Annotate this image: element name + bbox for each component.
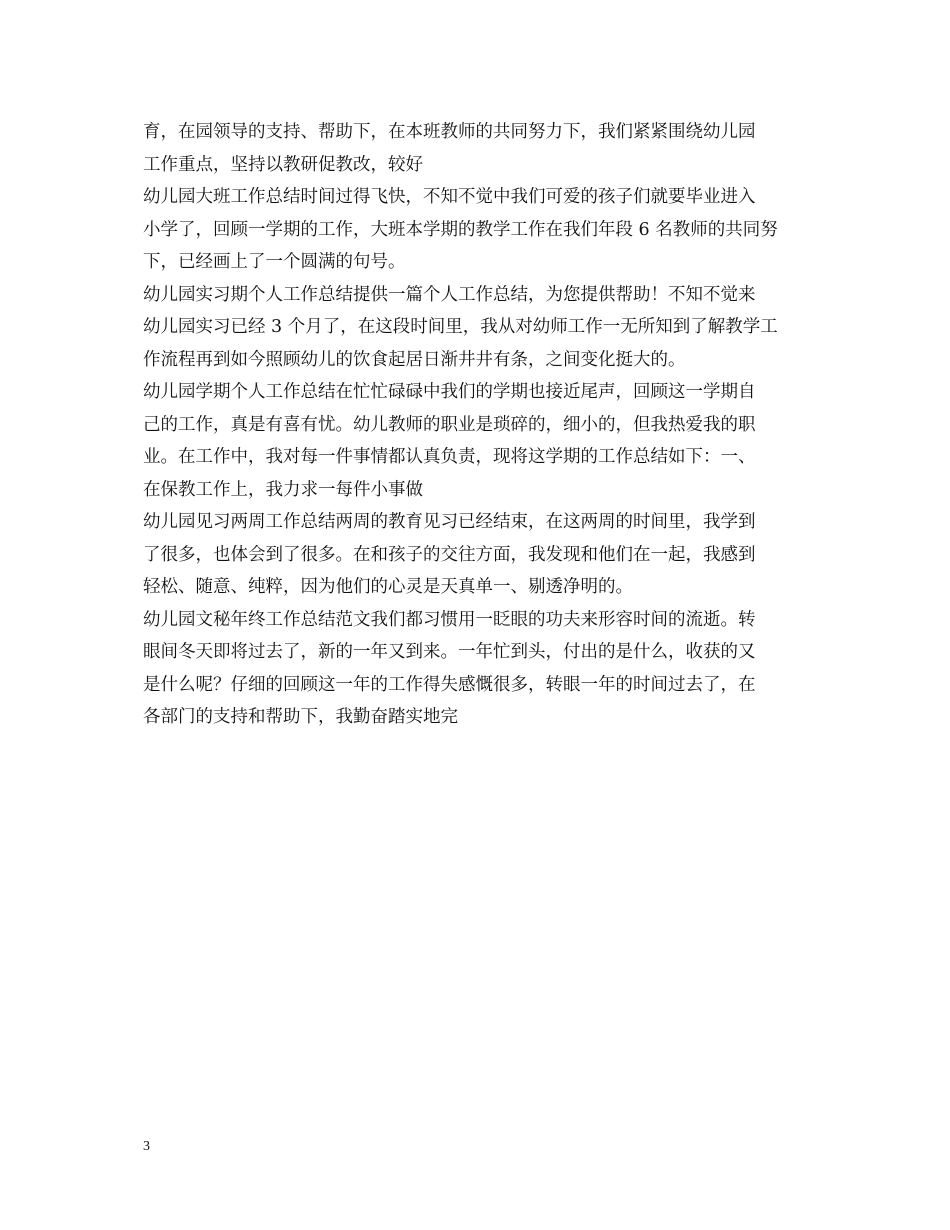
- text-line: 作流程再到如今照顾幼儿的饮食起居日渐井井有条，之间变化挺大的。: [143, 349, 686, 370]
- text-line: 下，已经画上了一个圆满的句号。: [143, 252, 406, 272]
- text-line: 业。在工作中，我对每一件事情都认真负责，现将这学期的工作总结如下：一、: [143, 447, 756, 467]
- paragraph-3: [143, 279, 811, 377]
- text-line: 工作重点，坚持以教研促教改，较好: [143, 154, 423, 175]
- text-line: 小学了，回顾一学期的工作，大班本学期的教学工作在我们年段 6 名教师的共同努: [143, 219, 778, 240]
- paragraph-2: [143, 181, 811, 279]
- text-line: 幼儿园实习已经 3 个月了，在这段时间里，我从对幼师工作一无所知到了解教学工: [143, 317, 778, 337]
- text-line: 各部门的支持和帮助下，我勤奋踏实地完: [143, 707, 458, 727]
- text-line: 眼间冬天即将过去了，新的一年又到来。一年忙到头，付出的是什么，收获的又: [143, 642, 756, 662]
- text-line: 育，在园领导的支持、帮助下，在本班教师的共同努力下，我们紧紧围绕幼儿园: [143, 122, 756, 142]
- body-text: [143, 116, 811, 734]
- paragraph-1: [143, 116, 811, 181]
- text-line: 己的工作，真是有喜有忧。幼儿教师的职业是琐碎的，细小的，但我热爱我的职: [143, 414, 756, 435]
- text-line: 幼儿园大班工作总结时间过得飞快，不知不觉中我们可爱的孩子们就要毕业进入: [143, 187, 756, 207]
- text-line: 是什么呢？仔细的回顾这一年的工作得失感慨很多，转眼一年的时间过去了，在: [143, 674, 756, 695]
- text-line: 幼儿园文秘年终工作总结范文我们都习惯用一眨眼的功夫来形容时间的流逝。转: [143, 609, 756, 630]
- page-number: 3: [143, 1139, 150, 1154]
- text-line: 幼儿园实习期个人工作总结提供一篇个人工作总结，为您提供帮助！不知不觉来: [143, 284, 756, 305]
- paragraph-6: [143, 604, 811, 734]
- text-line: 在保教工作上，我力求一每件小事做: [143, 479, 423, 500]
- text-line: 了很多，也体会到了很多。在和孩子的交往方面，我发现和他们在一起，我感到: [143, 544, 756, 565]
- text-line: 幼儿园学期个人工作总结在忙忙碌碌中我们的学期也接近尾声，回顾这一学期自: [143, 382, 756, 402]
- paragraph-5: [143, 506, 811, 604]
- text-line: 幼儿园见习两周工作总结两周的教育见习已经结束，在这两周的时间里，我学到: [143, 512, 756, 532]
- paragraph-4: [143, 376, 811, 506]
- text-line: 轻松、随意、纯粹，因为他们的心灵是天真单一、剔透净明的。: [143, 577, 633, 597]
